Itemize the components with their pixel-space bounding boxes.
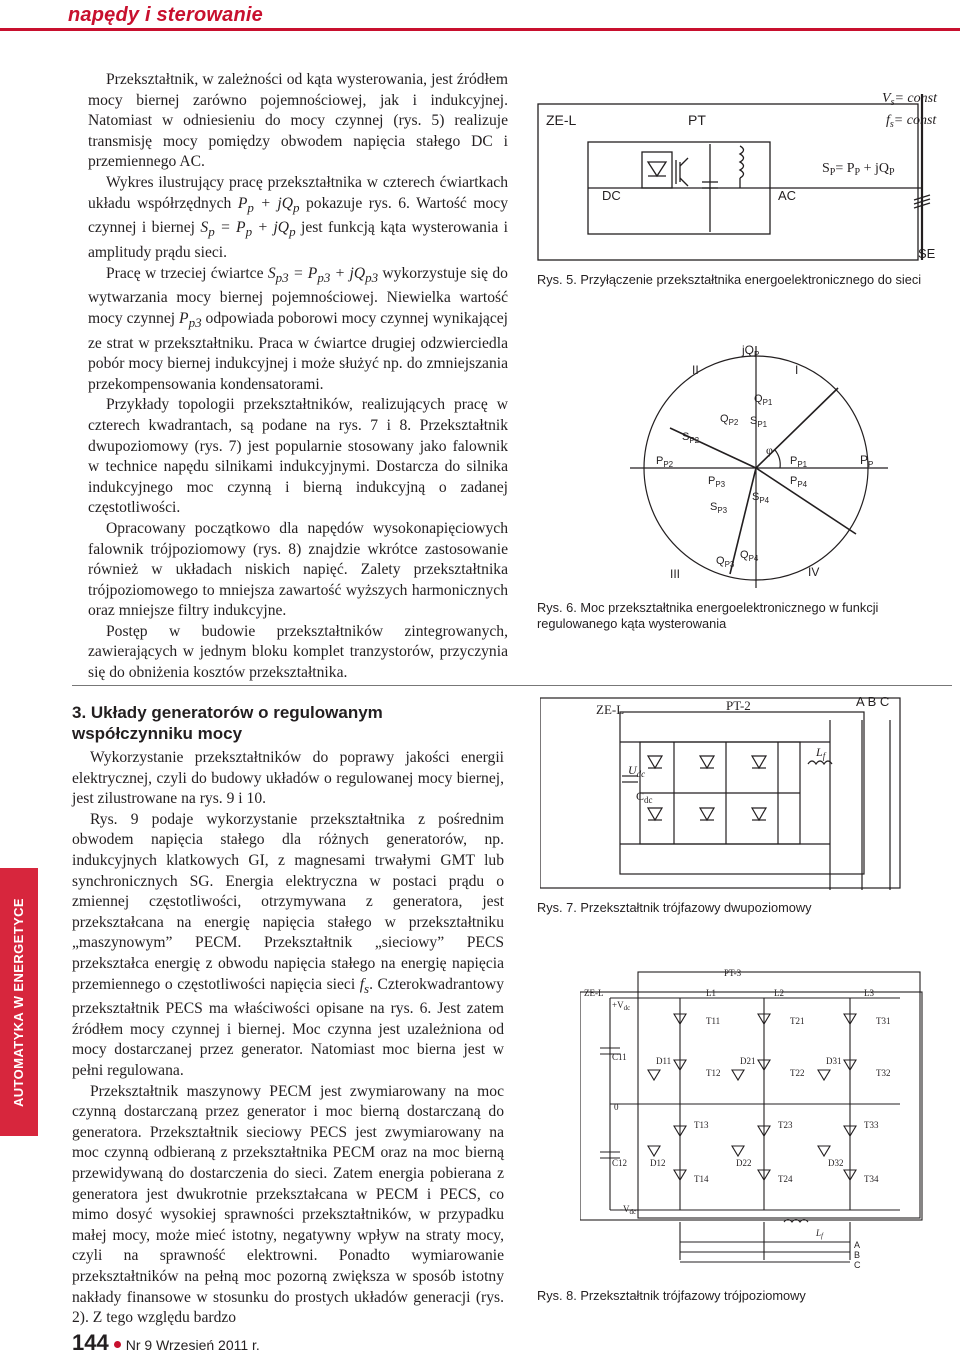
article-column-top [88,70,508,684]
fig6-label-pp2: $P_{P2}$ [656,455,674,469]
fig6-label-pp3: $P_{P3}$ [708,475,726,489]
paragraph: Wykres ilustrujący pracę przekształtnika w czterech ćwiartkach układu współrzędnych $P_p + jQ_p$ pokazuje rys. 6. Wartość mocy czynnej i biernej $S_p = P_p + jQ_p$ jest funkcją kąta wysterowania i amplitudy prądu sieci. [88,173,508,261]
fig5-label-se: SE [918,246,936,261]
fig6-vector-sp4 [756,468,856,534]
fig6-label-jqp: $jQ_P$ [742,343,760,359]
figure-6-diagram [630,338,890,594]
header-rule [0,28,960,31]
fig6-label-sp1: $S_{P1}$ [750,415,768,429]
figure-5-caption: Rys. 5. Przyłączenie przekształtnika energoelektronicznego do sieci [537,272,922,287]
fig8-label-lf: $L_f$ [816,1228,823,1240]
fig5-label-fs: $f_s=$ const [886,113,937,130]
fig8-label-t21: T21 [790,1016,805,1026]
figure-5-diagram [530,82,950,272]
paragraph: Opracowany początkowo dla napędów wysokonapięciowych falownik trójpoziomowy (rys. 8) znajdzie wkrótce zastosowanie również w układach niskich napięć. Zalety przekształtnika trójpoziomowego to mniejsza zawartość wyższych harmonicznych oraz mniejsze filtry indukcyjne. [88,519,508,620]
page-number: 144 [72,1330,109,1355]
fig7-label-lf: $L_f$ [816,745,826,761]
figure-8-caption: Rys. 8. Przekształtnik trójfazowy trójpoziomowy [537,1288,806,1303]
fig8-label-a: A [854,1240,861,1250]
fig8-label-t31: T31 [876,1016,891,1026]
paragraph: Postęp w budowie przekształtników zintegrowanych, zawierających w jednym bloku komplet tranzystorów, przyczynia się do obniżenia kosztów przekształtnika. [88,622,508,682]
header-band [0,0,960,30]
fig6-label-phi: φ [766,443,773,457]
fig6-angle-arc [775,450,780,468]
fig5-label-vs: $V_s=$ const [882,91,937,108]
fig6-label-qp4: $Q_{P4}$ [740,549,759,563]
fig5-label-sp: $S_P= P_P + jQ_P$ [822,161,895,178]
issue-info: Nr 9 Wrzesień 2011 r. [125,1337,260,1353]
fig8-label-t11: T11 [706,1016,721,1026]
paragraph: Rys. 9 podaje wykorzystanie przekształtnika z pośrednim obwodem napięcia stałego dla różnych generatorów, np. indukcyjnych klatkowych GI, z magnesami trwałymi GMT lub synchronicznych SG. Energia elektryczna w postaci prądu o zmiennej częstotliwości, otrzymywana z generatora, jest przekształcana na energię napięcia stałego w przekształtniku „maszynowym” PECM. Przekształtnik „sieciowy” PECS przekształca energię z obwodu napięcia stałego na energię napięcia przemiennego o częstotliwości napięcia sieci $f_s$. Czterokwadrantowy przekształtnik PECS ma właściwości opisane na rys. 6. Jest zatem źródłem mocy czynnej i biernej. Moc czynna jest uzależniona od mocy dostarczanej przez generator. Natomiast moc bierna jest w pełni regulowana. [72,810,504,1080]
fig6-label-sp2: $S_{P2}$ [682,431,700,445]
fig8-label-t32: T32 [876,1068,891,1078]
fig5-inductor-icon [740,146,744,178]
fig5-label-zel: ZE-L [546,112,577,128]
fig8-label-d11: D11 [656,1056,672,1066]
fig8-label-vdc-plus: $+V_{dc}$ [612,1000,631,1012]
fig6-quadrant-iv: IV [808,565,820,579]
paragraph: Przykłady topologii przekształtników, realizujących pracę w czterech kwadrantach, są podane na rys. 7 i 8. Przekształtnik dwupoziomowy (rys. 7) jest popularnie stosowany jako falownik w technice napędu silnikami indukcyjnymi. Dostarcza do silnika indukcyjnego moc czynną i bierną indukcyjną o zadanej częstotliwości. [88,396,508,517]
fig8-label-t33: T33 [864,1120,879,1130]
fig5-label-dc: DC [602,188,621,203]
fig8-label-c11: C11 [612,1052,627,1062]
fig6-label-qp2: $Q_{P2}$ [720,413,739,427]
fig8-frame-zel [580,992,922,1220]
paragraph: Pracę w trzeciej ćwiartce $S_{p3} = P_{p3} + jQ_{p3}$ wykorzystuje się do wytwarzania mocy biernej pojemnościowej. Niewielka wartość mocy czynnej $P_{p3}$ odpowiada poborowi mocy czynnej wynikającej ze strat w przekształtniku. Praca w ćwiartce drugiej odzwierciedla pobór mocy biernej indukcyjnej i może służyć np. do zmniejszania przekompensowania kondensatorami. [88,264,508,393]
fig6-label-pp: $P_P$ [860,453,874,469]
fig8-label-d12: D12 [650,1158,666,1168]
fig8-label-d31: D31 [826,1056,842,1066]
fig8-label-b: B [854,1250,861,1260]
fig5-frame-zel [538,104,918,260]
fig8-label-pt3: PT-3 [724,968,742,978]
fig8-label-zero: 0 [614,1102,619,1112]
fig8-label-c: C [854,1260,861,1270]
fig8-label-d21: D21 [740,1056,756,1066]
fig7-label-abc: A B C [856,694,890,709]
fig8-label-t14: T14 [694,1174,709,1184]
fig7-label-pt2: PT-2 [726,698,751,713]
article-column-bottom [72,700,504,1329]
figure-6-caption: Rys. 6. Moc przekształtnika energoelektronicznego w funkcji regulowanego kąta wysterowania [537,600,879,631]
footer-dot-icon [114,1341,121,1348]
fig6-label-pp1: $P_{P1}$ [790,455,808,469]
figure-7-caption: Rys. 7. Przekształtnik trójfazowy dwupoziomowy [537,900,812,915]
fig6-label-pp4: $P_{P4}$ [790,475,808,489]
paragraph: Przekształtnik, w zależności od kąta wysterowania, jest źródłem mocy biernej zarówno pojemnościowej, jak i indukcyjnej. Natomiast w odniesieniu do mocy czynnej (rys. 5) realizuje transmisję mocy pomiędzy obwodem napięcia stałego DC i przemiennego AC. [88,71,508,171]
fig8-label-l2: L2 [774,988,784,998]
fig8-label-t34: T34 [864,1174,879,1184]
fig8-label-l3: L3 [864,988,874,998]
fig8-label-d22: D22 [736,1158,752,1168]
fig6-label-sp3: $S_{P3}$ [710,501,728,515]
figure-7-diagram [540,690,952,895]
paragraph: Przekształtnik maszynowy PECM jest zwymiarowany na moc czynną dostarczaną przez generator i moc bierną dostarczaną do generatora. Przekształtnik sieciowy PECS jest zwymiarowany na moc czynną odbieraną z przekształtnika PECM oraz na moc bierną przewidywaną do dostarczenia do sieci. Zatem energia pobierana z generatora jest dwukrotnie przekształcana w PECM i PECS, co mimo dosyć wysokiej sprawności przekształtników, w przypadku małej mocy, może mieć istotny, negatywny wpływ na straty mocy, czyli na sprawność elektrowni. Ponadto wymiarowanie przekształtników na pełną moc pozorną zwiększa w sposób istotny nakłady finansowe w stosunku do prostych układów generacji (rys. 2). Z tego względu bardzo [72,1082,504,1327]
fig8-label-t22: T22 [790,1068,805,1078]
fig8-label-zel: ZE-L [584,988,604,998]
section-heading: 3. Układy generatorów o regulowanym współczynniku mocy [72,703,383,743]
fig6-quadrant-iii: III [670,567,681,581]
fig7-label-cdc: $C_{dc}$ [636,789,653,805]
fig6-label-sp4: $S_{P4}$ [752,491,770,505]
section-divider [72,685,952,686]
fig6-quadrant-i: I [795,363,799,377]
fig6-label-qp1: $Q_{P1}$ [754,393,773,407]
fig8-label-d32: D32 [828,1158,844,1168]
fig8-label-t13: T13 [694,1120,709,1130]
fig8-label-t23: T23 [778,1120,793,1130]
fig5-label-pt: PT [688,112,706,128]
fig8-label-c12: C12 [612,1158,628,1168]
fig8-label-t24: T24 [778,1174,793,1184]
fig7-label-zel: ZE-L [596,702,625,717]
paragraph: Wykorzystanie przekształtników do poprawy jakości energii elektrycznej, czyli do budowy układów o regulowanej mocy biernej, jest zilustrowane na rys. 9 i 10. [72,749,504,808]
fig5-diode-icon [648,162,666,176]
fig8-label-l1: L1 [706,988,716,998]
side-tab-label: AUTOMATYKA W ENERGETYCE [11,897,27,1107]
fig6-quadrant-ii: II [692,363,699,377]
fig7-label-udc: $U_{dc}$ [628,763,646,779]
fig5-label-ac: AC [778,188,797,203]
figure-8-diagram [580,960,952,1280]
fig6-label-qp3: $Q_{P3}$ [716,555,735,569]
section-title: napędy i sterowanie [68,4,263,26]
side-tab [0,868,38,1136]
footer [72,1330,260,1356]
fig8-label-vdc-minus: $-V_{dc}$ [620,1204,637,1216]
fig8-label-t12: T12 [706,1068,721,1078]
